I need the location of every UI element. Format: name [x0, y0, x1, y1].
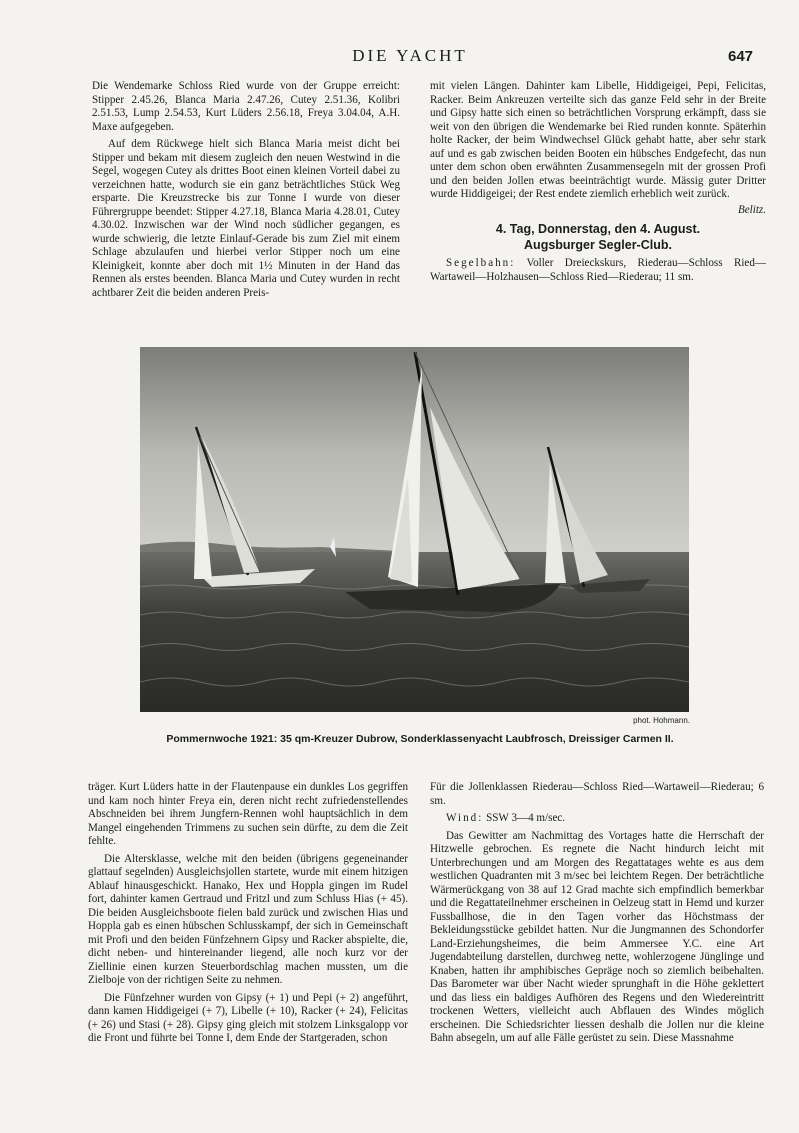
photo-caption: Pommernwoche 1921: 35 qm-Kreuzer Dubrow, Sonderklassenyacht Laubfrosch, Dreissiger Carmen II.: [166, 733, 674, 745]
author-signature: Belitz.: [737, 203, 766, 216]
course-paragraph: [430, 257, 766, 284]
page-number: 647: [728, 48, 754, 65]
paragraph: mit vielen Längen. Dahinter kam Libelle, Hiddigeigei, Pepi, Felicitas, Racker. Beim Ankreuzen verteilte sich das ganze Feld sehr in der Breite und Gipsy hatte sich einen so beträchtlichen Vorsprung erkämpft, dass sie weit von den übrigen die Wendemarke bei Ried runden konnte. Späterhin holte Racker, der beim Windwechsel Glück gehabt hatte, aber sehr stark auf und es gab zwischen beiden Booten ein hübsches Endgefecht, das nun unter dem schon oben erwähnten Zusammensegeln mit der grossen Profi und den beiden Jollen etwas beeinträchtigt wurde. Mässig guter Dritter wurde Hiddigeigei; der Rest endete ziemlich erheblich weit zurück.: [430, 80, 766, 200]
course-text: Voller Dreieckskurs, Riederau—Schloss Ried—Wartaweil—Holzhausen—Schloss Ried—Riederau; 11 sm.: [430, 257, 766, 283]
section-subheading: Augsburger Segler-Club.: [524, 238, 672, 252]
yacht-photograph: [140, 347, 689, 712]
column-bottom-right: [430, 781, 764, 1050]
paragraph: Das Gewitter am Nachmittag des Vortages hatte die Herrschaft der Hitzwelle gebrochen. Es regnete die Nacht hindurch leicht mit Unterbrechungen und am Morgen des Regattatages wehte es aus dem westlichen Quadranten mit 3 m/sec bei leichtem Regen. Der beträchtliche Wärmerückgang von 38 auf 12 Grad machte sich empfindlich bemerkbar und die Regattateilnehmer erscheinen in Oelzeug statt in Hemd und kurzer Fussballhose, die in den Tagen vorher das Höchstmass der Bekleidungsstücke gebildet hatten. Nur die Jungmannen des Schondorfer Land-Erziehungsheimes, die beim Ammersee Y.C. eine Art Jugendabteilung darstellen, durchweg nette, wohlerzogene Jünglinge und Knaben, hatten ihr amphibisches Gepräge noch so ziemlich beibehalten. Das Barometer war über Nacht wieder sprunghaft in die Höhe geklettert und das liess ein baldiges Aufhören des Regens und den Wiedereintritt trockenen Wetters, vielleicht auch Abflauen des Windes möglich erscheinen. Die Schiedsrichter liessen deshalb die Jollen nur die kleine Bahn absegeln, um auf alle Fälle gerüstet zu sein. Diese Massnahme: [430, 829, 764, 1044]
running-header: DIE YACHT: [352, 46, 468, 65]
paragraph: Die Fünfzehner wurden von Gipsy (+ 1) und Pepi (+ 2) angeführt, dann kamen Hiddigeigei (+ 7), Libelle (+ 10), Racker (+ 24), Felicitas (+ 26) und Stasi (+ 28). Gipsy ging gleich mit stolzem Linksgalopp vor die Front und führte bei Tonne I, dem Ende der Startgeraden, schon: [88, 991, 408, 1044]
section-heading: 4. Tag, Donnerstag, den 4. August.: [495, 222, 701, 236]
column-bottom-left: [88, 781, 408, 1050]
wind-paragraph: [430, 812, 764, 826]
course-label: Segelbahn:: [446, 257, 516, 269]
wind-label: Wind:: [446, 812, 484, 824]
paragraph: Auf dem Rückwege hielt sich Blanca Maria meist dicht bei Stipper und bekam mit diesem zugleich den neuen Westwind in die Segel, wogegen Cutey als drittes Boot einen kleinen Vorteil dabei zu verzeichnen hatte, wodurch sie ein ganz beträchtliches Stück Weg ersparte. Die Kreuzstrecke bis zur Tonne I wurde von dieser Führergruppe beendet: Stipper 4.27.18, Blanca Maria 4.28.01, Cutey 4.30.02. Inzwischen war der Wind noch südlicher gegangen, es wurde schwierig, die letzte Einlauf-Gerade bis zum Ziel mit einem Schlage abzulaufen und hierbei verlor Stipper noch um eine Kleinigkeit, konnte aber doch mit 1½ Minuten in der Hand das Rennen als erstes beenden. Blanca Maria und Cutey wurden in recht achtbarer Zeit die beiden anderen Preis-: [92, 138, 400, 299]
sailing-yachts-image: [140, 347, 689, 712]
paragraph: Für die Jollenklassen Riederau—Schloss Ried—Wartaweil—Riederau; 6 sm.: [430, 781, 764, 807]
paragraph: Die Altersklasse, welche mit den beiden (übrigens gegeneinander glattauf segelnden) Ausgleichsjollen startete, wurde mit einem hitzigen Ablauf hinausgeschickt. Hanako, Hex und Hoppla gingen im Rudel fort, dahinter kamen Gertraud und Fritzl und zum Schluss Hias (+ 45). Die beiden Ausgleichsboote fielen bald zurück und zwischen Hias und Hoppla gab es einen hübschen Schlusskampf, der sich in Gemeinschaft mit Profi und den beiden Fünfzehnern Gipsy und Racker abspielte, die, dicht neben- und hintereinander liegend, alle noch kurz vor der Ziellinie einen kurzen Steuerbordschlag machen mussten, um die Zielboje von der richtigen Seite zu nehmen.: [88, 852, 408, 986]
column-top-left: [92, 80, 400, 304]
paragraph: Die Wendemarke Schloss Ried wurde von der Gruppe erreicht: Stipper 2.45.26, Blanca Maria 2.47.26, Cutey 2.51.36, Kolibri 2.51.53, Lump 2.54.53, Kurt Lüders 2.56.18, Freya 3.04.04, A.H. Maxe aufgegeben.: [92, 80, 400, 133]
column-top-right: [430, 80, 766, 288]
photo-credit: phot. Hohmann.: [633, 716, 690, 725]
paragraph: träger. Kurt Lüders hatte in der Flautenpause ein dunkles Los gegriffen und kam noch hinter Freya ein, deren nicht recht zufriedenstellendes Abschneiden bei ihrem Jungfern-Rennen wohl hauptsächlich in dem Mangel eingehenden Trimmens zu suchen sein dürfte, zu dem die Zeit fehlte.: [88, 781, 408, 847]
wind-text: SSW 3—4 m/sec.: [486, 812, 566, 824]
